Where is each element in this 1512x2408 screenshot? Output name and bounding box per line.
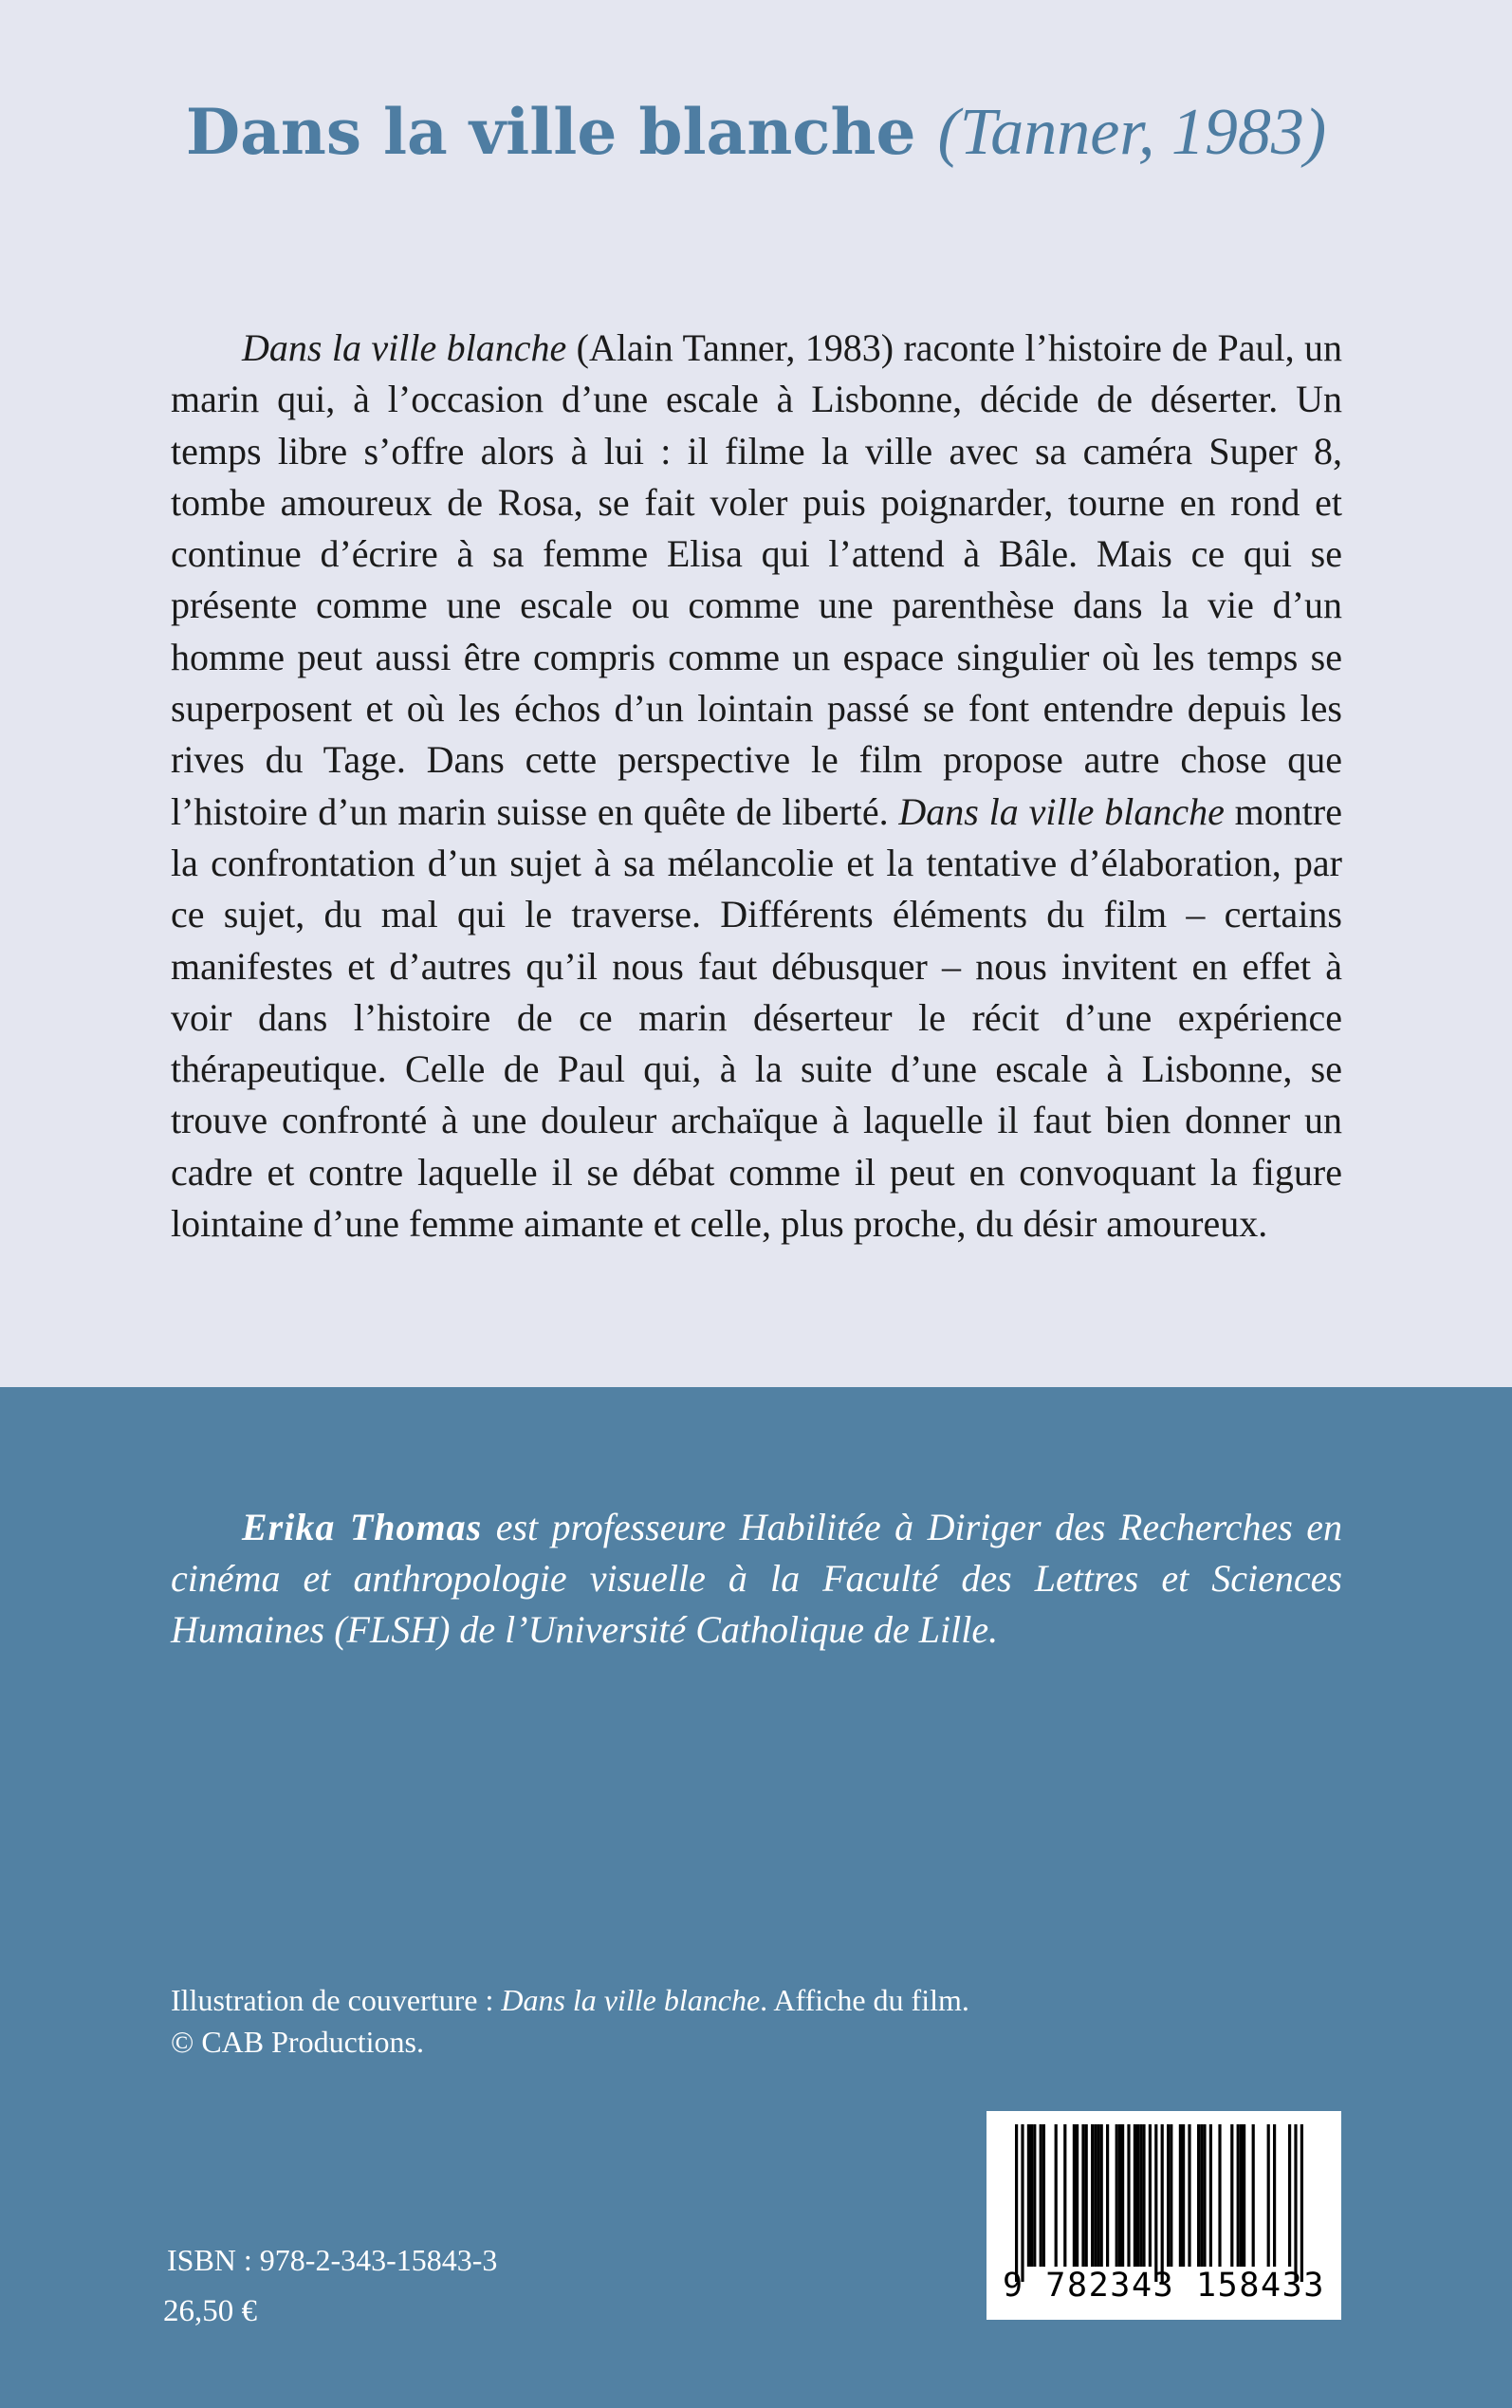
price-label: 26,50 € (163, 2294, 257, 2328)
barcode-bar (1170, 2124, 1172, 2267)
barcode-bar (1042, 2124, 1045, 2267)
summary-paragraph (171, 323, 1342, 1250)
barcode-bar (1230, 2124, 1233, 2267)
barcode-bar (1097, 2124, 1099, 2267)
barcode-bar (1027, 2124, 1030, 2267)
barcode-bar (1197, 2124, 1200, 2267)
barcode-bar (1203, 2124, 1206, 2267)
barcode-bar (1243, 2124, 1245, 2267)
summary-text-part2: montre la confrontation d’un sujet à sa mélancolie et la tentative d’élaboration, par ce sujet, du mal qui le traverse. Différents éléments du film – certains manifestes et d’autres qu’il nous faut débusquer – nous invitent en effet à voir dans l’histoire de ce marin déserteur le récit d’une expérience thérapeutique. Celle de Paul qui, à la suite d’une escale à Lisbonne, se trouve confronté à une douleur archaïque à laquelle il faut bien donner un cadre et contre laquelle il se débat comme il peut en convoquant la figure lointaine d’une femme aimante et celle, plus proche, du désir amoureux. (171, 789, 1342, 1246)
barcode-bar (1252, 2124, 1255, 2267)
book-title (0, 95, 1512, 171)
author-bio-text: est professeure Habilitée à Diriger des Recherches en cinéma et anthropologie visuelle à la Faculté des Lettres et Sciences Humaines (FLSH) de l’Université Catholique de Lille. (171, 1506, 1343, 1651)
barcode-bar (1154, 2124, 1157, 2282)
barcode-bar (1209, 2124, 1212, 2267)
barcode-bar (1055, 2124, 1058, 2267)
barcode-bar (1121, 2124, 1124, 2267)
barcode-bar (1139, 2124, 1142, 2267)
credit-film-title: Dans la ville blanche (501, 1983, 761, 2017)
barcode-bar (1267, 2124, 1270, 2267)
summary-text-part1: (Alain Tanner, 1983) raconte l’histoire de Paul, un marin qui, à l’occasion d’une escale à Lisbonne, décide de déserter. Un temps libre s’offre alors à lui : il filme la ville avec sa caméra Super 8, tombe amoureux de Rosa, se fait voler puis poignarder, tourne en rond et continue d’écrire à sa femme Elisa qui l’attend à Bâle. Mais ce qui se présente comme une escale ou comme une parenthèse dans la vie d’un homme peut aussi être compris comme un espace singulier où les temps se superposent et où les échos d’un lointain passé se font entendre depuis les rives du Tage. Dans cette perspective le film propose autre chose que l’histoire d’un marin suisse en quête de liberté. (171, 326, 1342, 833)
credit-copyright: © CAB Productions. (171, 2025, 424, 2059)
book-title-main: Dans la ville blanche (185, 95, 916, 169)
barcode-bar (1142, 2124, 1145, 2267)
barcode-bar (1076, 2124, 1079, 2267)
barcode-bar (1273, 2124, 1276, 2267)
barcode (986, 2111, 1341, 2320)
barcode-bar (1300, 2124, 1303, 2282)
barcode-bar (1030, 2124, 1033, 2267)
barcode-bar (1021, 2124, 1023, 2282)
barcode-bar (1085, 2124, 1088, 2267)
summary-film-title-2: Dans la ville blanche (898, 789, 1225, 833)
author-name: Erika Thomas (242, 1506, 483, 1548)
barcode-bar (1116, 2124, 1118, 2267)
barcode-bar (1073, 2124, 1076, 2267)
cover-credit (171, 1979, 1342, 2063)
barcode-bar (1106, 2124, 1109, 2267)
barcode-bar (1161, 2124, 1164, 2282)
credit-suffix: . Affiche du film. (760, 1983, 969, 2017)
book-title-subtitle: (Tanner, 1983) (937, 96, 1327, 169)
barcode-bar (1136, 2124, 1139, 2267)
barcode-bar (1288, 2124, 1291, 2267)
barcode-bar (1240, 2124, 1243, 2267)
barcode-bar (1033, 2124, 1036, 2267)
barcode-bar (1118, 2124, 1121, 2267)
barcode-bar (1149, 2124, 1152, 2267)
barcode-bar (1237, 2124, 1240, 2267)
barcode-bar (1167, 2124, 1170, 2267)
barcode-bar (1040, 2124, 1042, 2267)
barcode-bar (1179, 2124, 1182, 2267)
barcode-bar (1200, 2124, 1203, 2267)
barcode-bar (1094, 2124, 1097, 2267)
author-bio (171, 1502, 1342, 1656)
summary-film-title: Dans la ville blanche (242, 326, 567, 369)
barcode-bar (1182, 2124, 1185, 2267)
barcode-bar (1294, 2124, 1297, 2282)
barcode-bar (1063, 2124, 1066, 2267)
barcode-bar (1127, 2124, 1130, 2267)
barcode-bar (1015, 2124, 1018, 2282)
barcode-bar (1100, 2124, 1103, 2267)
barcode-bar (1091, 2124, 1094, 2267)
barcode-bar (1218, 2124, 1221, 2267)
credit-prefix: Illustration de couverture : (171, 1983, 502, 2017)
barcode-digits: 9 782343 158433 (1002, 2267, 1326, 2305)
isbn-number: ISBN : 978-2-343-15843-3 (167, 2243, 498, 2277)
barcode-bar (1188, 2124, 1190, 2267)
barcode-bar (1134, 2124, 1136, 2267)
barcode-bar (1081, 2124, 1084, 2267)
